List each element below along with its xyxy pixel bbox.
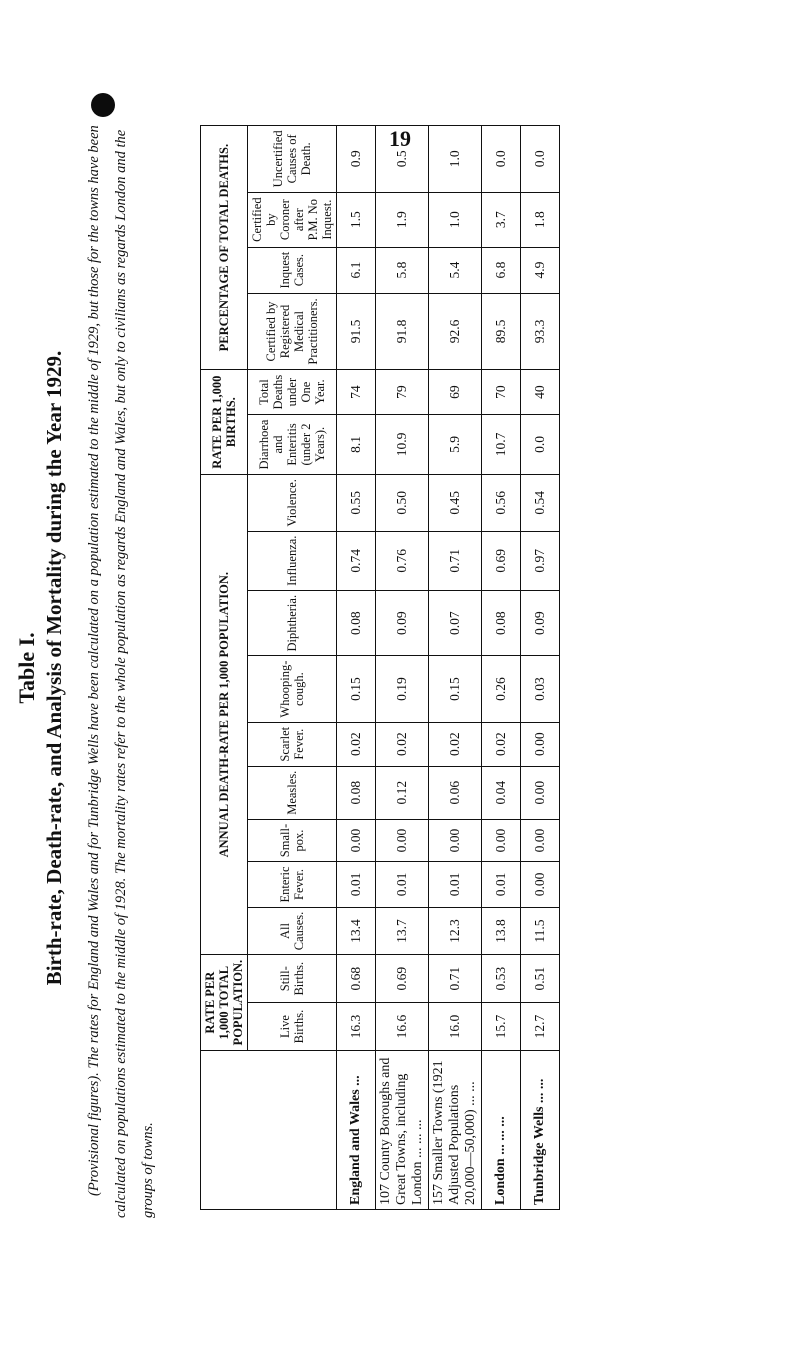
table-row [521, 126, 560, 1210]
value-cell: 10.9 [376, 414, 429, 474]
value-cell: 40 [521, 370, 560, 415]
value-cell: 89.5 [482, 293, 521, 370]
table-subtitle: Birth-rate, Death-rate, and Analysis of Mortality during the Year 1929. [42, 350, 66, 986]
value-cell: 0.15 [337, 656, 376, 722]
value-cell: 0.00 [521, 862, 560, 907]
value-cell: 1.8 [521, 192, 560, 247]
value-cell: 93.3 [521, 293, 560, 370]
value-cell: 10.7 [482, 414, 521, 474]
value-cell: 12.3 [429, 907, 482, 955]
area-cell: 157 Smaller Towns (1921 Adjusted Populations 20,000—50,000) ... ... [429, 1051, 482, 1210]
value-cell: 0.54 [521, 475, 560, 532]
value-cell: 13.4 [337, 907, 376, 955]
column-header: Diarrhoea and Enteritis (under 2 Years). [248, 414, 337, 474]
value-cell: 0.76 [376, 531, 429, 590]
column-header: Still-Births. [248, 955, 337, 1003]
percentage-deaths-header: PERCENTAGE OF TOTAL DEATHS. [201, 126, 248, 370]
value-cell: 16.3 [337, 1003, 376, 1051]
value-cell: 6.8 [482, 247, 521, 293]
value-cell: 0.12 [376, 766, 429, 819]
value-cell: 0.01 [429, 862, 482, 907]
ink-blot [91, 93, 115, 117]
value-cell: 74 [337, 370, 376, 415]
value-cell: 6.1 [337, 247, 376, 293]
value-cell: 0.5 [376, 126, 429, 193]
value-cell: 0.45 [429, 475, 482, 532]
rate-population-header: RATE PER 1,000 TOTAL POPULATION. [201, 955, 248, 1051]
value-cell: 0.01 [337, 862, 376, 907]
value-cell: 16.0 [429, 1003, 482, 1051]
value-cell: 69 [429, 370, 482, 415]
column-header: Measles. [248, 766, 337, 819]
value-cell: 0.71 [429, 955, 482, 1003]
area-cell: London ... ... ... [482, 1051, 521, 1210]
value-cell: 8.1 [337, 414, 376, 474]
area-cell: 107 County Boroughs and Great Towns, including London ... ... ... [376, 1051, 429, 1210]
value-cell: 0.02 [429, 722, 482, 766]
value-cell: 0.56 [482, 475, 521, 532]
value-cell: 0.03 [521, 656, 560, 722]
column-header: Enteric Fever. [248, 862, 337, 907]
mortality-table [200, 125, 560, 1210]
column-header: Scarlet Fever. [248, 722, 337, 766]
column-header: Certified by Coroner after P.M. No Inquest. [248, 192, 337, 247]
column-header: Small-pox. [248, 819, 337, 862]
table-row [429, 126, 482, 1210]
value-cell: 0.08 [482, 590, 521, 656]
column-header: Live Births. [248, 1003, 337, 1051]
table-note: (Provisional figures). The rates for England and Wales and for Tunbridge Wells have been calculated on a population estimated to the middle of 1929, but those for the towns have been calculated on populations estimated to the middle of 1928. The mortality rates refer to the whole population as regards England and Wales, but only to civilians as regards London and the groups of towns. [86, 125, 156, 1218]
value-cell: 0.50 [376, 475, 429, 532]
value-cell: 0.0 [482, 126, 521, 193]
value-cell: 0.55 [337, 475, 376, 532]
column-header: Influenza. [248, 531, 337, 590]
value-cell: 0.69 [482, 531, 521, 590]
value-cell: 0.0 [521, 414, 560, 474]
value-cell: 0.00 [521, 819, 560, 862]
column-header: Uncertified Causes of Death. [248, 126, 337, 193]
value-cell: 4.9 [521, 247, 560, 293]
value-cell: 0.09 [376, 590, 429, 656]
value-cell: 1.9 [376, 192, 429, 247]
value-cell: 70 [482, 370, 521, 415]
value-cell: 16.6 [376, 1003, 429, 1051]
value-cell: 92.6 [429, 293, 482, 370]
value-cell: 1.0 [429, 192, 482, 247]
column-header: All Causes. [248, 907, 337, 955]
value-cell: 1.0 [429, 126, 482, 193]
value-cell: 0.02 [337, 722, 376, 766]
area-column-header [201, 1051, 337, 1210]
value-cell: 0.08 [337, 766, 376, 819]
column-header: Diphtheria. [248, 590, 337, 656]
value-cell: 0.04 [482, 766, 521, 819]
value-cell: 0.00 [521, 722, 560, 766]
value-cell: 0.53 [482, 955, 521, 1003]
value-cell: 0.0 [521, 126, 560, 193]
value-cell: 5.4 [429, 247, 482, 293]
value-cell: 13.7 [376, 907, 429, 955]
value-cell: 0.74 [337, 531, 376, 590]
value-cell: 0.00 [429, 819, 482, 862]
value-cell: 5.8 [376, 247, 429, 293]
value-cell: 0.51 [521, 955, 560, 1003]
value-cell: 11.5 [521, 907, 560, 955]
value-cell: 0.00 [376, 819, 429, 862]
table-title: Table I. [14, 632, 39, 704]
value-cell: 0.00 [482, 819, 521, 862]
value-cell: 0.00 [337, 819, 376, 862]
value-cell: 0.02 [376, 722, 429, 766]
value-cell: 1.5 [337, 192, 376, 247]
value-cell: 0.09 [521, 590, 560, 656]
area-cell: Tunbridge Wells ... ... [521, 1051, 560, 1210]
value-cell: 0.15 [429, 656, 482, 722]
value-cell: 0.97 [521, 531, 560, 590]
rotated-page [0, 118, 800, 1218]
value-cell: 0.08 [337, 590, 376, 656]
page-number: 19 [389, 126, 411, 151]
value-cell: 3.7 [482, 192, 521, 247]
table-row [337, 126, 376, 1210]
value-cell: 5.9 [429, 414, 482, 474]
column-header: Inquest Cases. [248, 247, 337, 293]
table-heading [14, 118, 162, 1218]
value-cell: 0.71 [429, 531, 482, 590]
value-cell: 0.07 [429, 590, 482, 656]
value-cell: 0.68 [337, 955, 376, 1003]
column-header: Whooping-cough. [248, 656, 337, 722]
value-cell: 91.5 [337, 293, 376, 370]
value-cell: 0.19 [376, 656, 429, 722]
value-cell: 0.9 [337, 126, 376, 193]
table-row [482, 126, 521, 1210]
value-cell: 0.01 [482, 862, 521, 907]
table-row [376, 126, 429, 1210]
annual-death-rate-header: ANNUAL DEATH-RATE PER 1,000 POPULATION. [201, 475, 248, 955]
value-cell: 0.01 [376, 862, 429, 907]
value-cell: 13.8 [482, 907, 521, 955]
value-cell: 15.7 [482, 1003, 521, 1051]
area-cell: England and Wales ... [337, 1051, 376, 1210]
value-cell: 79 [376, 370, 429, 415]
value-cell: 0.69 [376, 955, 429, 1003]
column-header: Certified by Registered Medical Practitioners. [248, 293, 337, 370]
column-header: Total Deaths under One Year. [248, 370, 337, 415]
value-cell: 0.02 [482, 722, 521, 766]
value-cell: 12.7 [521, 1003, 560, 1051]
value-cell: 0.26 [482, 656, 521, 722]
column-header: Violence. [248, 475, 337, 532]
value-cell: 0.00 [521, 766, 560, 819]
value-cell: 91.8 [376, 293, 429, 370]
value-cell: 0.06 [429, 766, 482, 819]
rate-births-header: RATE PER 1,000 BIRTHS. [201, 370, 248, 475]
